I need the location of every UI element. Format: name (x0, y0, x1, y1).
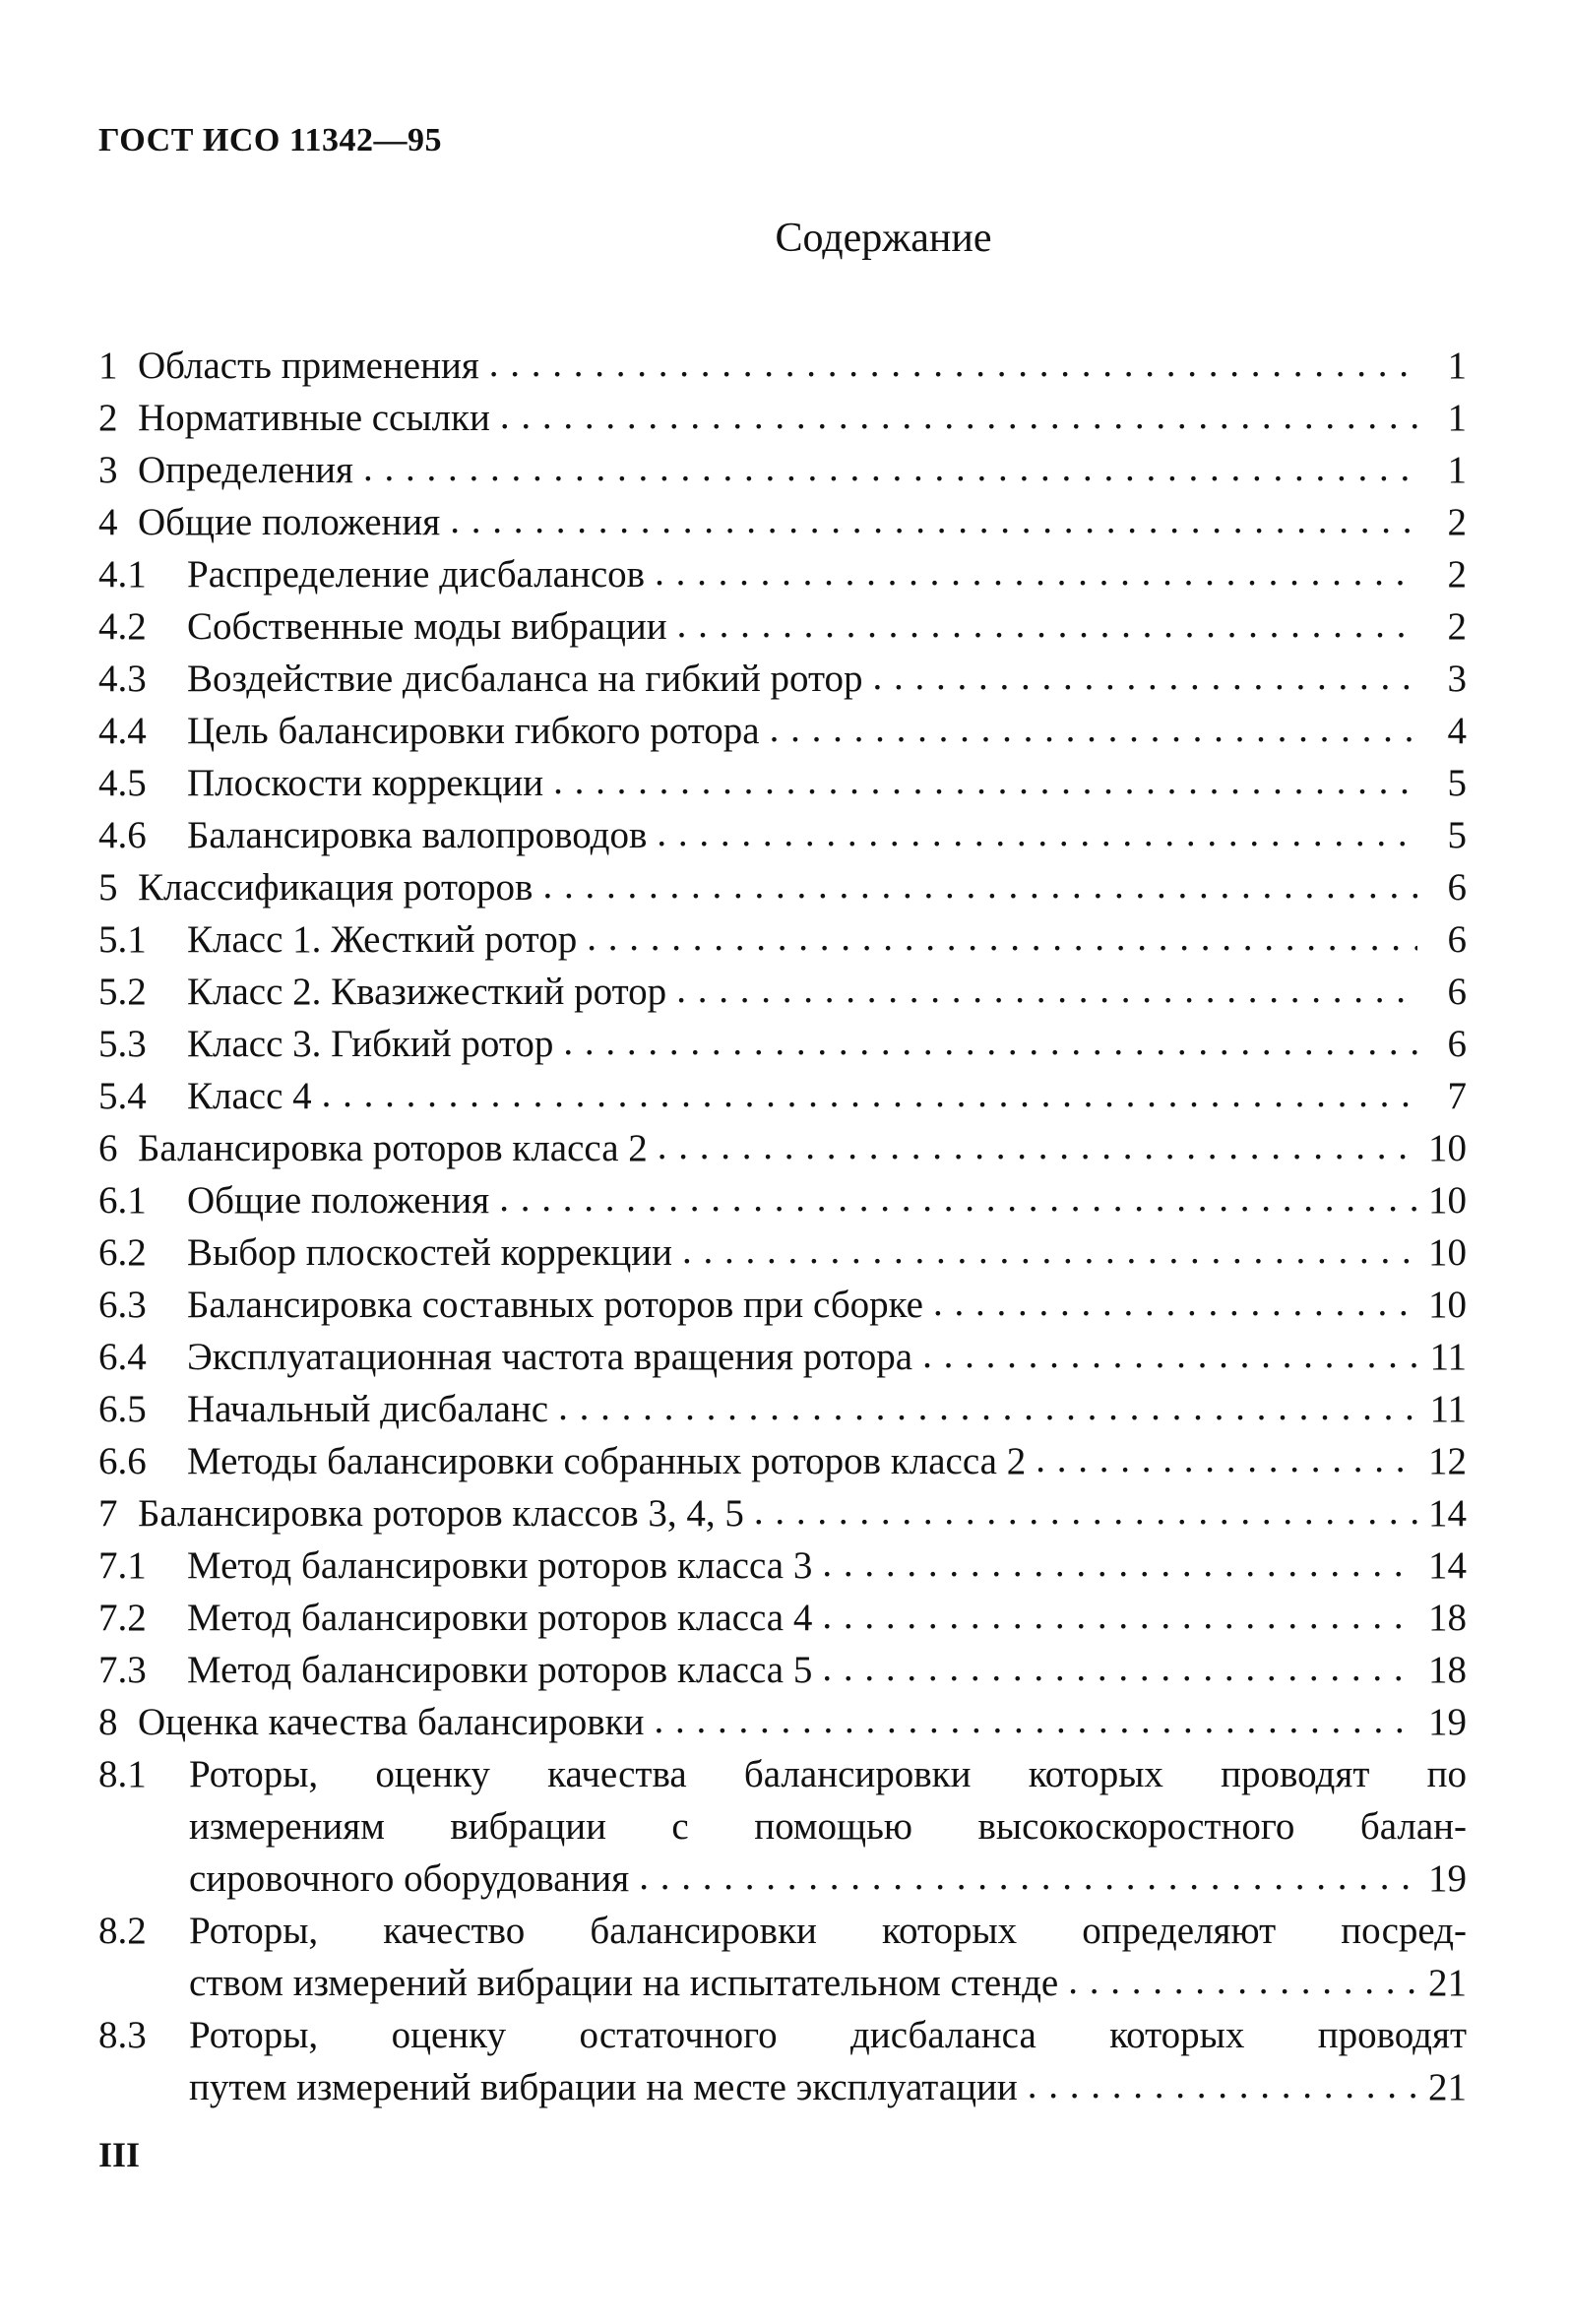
toc-entry-continuation (98, 2061, 1467, 2113)
toc-entry-page: 10 (1428, 1179, 1467, 1222)
toc-entry-number: 4.4 (98, 710, 147, 752)
toc-entry[interactable] (98, 1696, 1467, 1748)
toc-dot-leader (677, 598, 1417, 651)
toc-entry-page: 19 (1428, 1701, 1467, 1743)
toc-entry[interactable] (98, 1279, 1467, 1331)
toc-entry-title: Воздействие дисбаланса на гибкий ротор (187, 658, 863, 700)
page-title: Содержание (775, 216, 992, 261)
toc-entry[interactable] (98, 705, 1467, 757)
toc-dot-leader (822, 1642, 1417, 1694)
toc-entry-page: 2 (1447, 553, 1467, 596)
toc-entry-body (187, 966, 1467, 1018)
toc-entry-number: 4.3 (98, 658, 147, 700)
toc-entry-body (138, 444, 1467, 496)
toc-entry-title: Балансировка составных роторов при сборке (187, 1284, 923, 1326)
toc-dot-leader (450, 494, 1417, 546)
toc-entry-body (187, 1018, 1467, 1070)
toc-dot-leader (682, 1225, 1417, 1277)
toc-dot-leader (822, 1590, 1417, 1642)
toc-entry-page: 18 (1428, 1597, 1467, 1639)
toc-entry-body (187, 1539, 1467, 1592)
toc-entry-body (189, 1853, 1467, 1905)
toc-entry-title: Собственные моды вибрации (187, 605, 667, 648)
toc-entry-title: Балансировка роторов классов 3, 4, 5 (138, 1492, 744, 1535)
toc-entry-number: 7.3 (98, 1649, 147, 1691)
toc-dot-leader (657, 807, 1417, 859)
toc-dot-leader (363, 442, 1417, 494)
toc-entry-body (189, 1748, 1467, 1800)
toc-dot-leader (658, 1120, 1417, 1172)
toc-dot-leader (639, 1851, 1417, 1903)
toc-entry-body (138, 392, 1467, 444)
toc-entry-page: 1 (1447, 345, 1467, 387)
toc-entry-title: Метод балансировки роторов класса 5 (187, 1649, 813, 1691)
toc-entry-page: 1 (1447, 449, 1467, 491)
toc-entry[interactable] (98, 1905, 1467, 1957)
toc-entry-page: 1 (1447, 397, 1467, 439)
toc-entry-title-line: измерениям вибрации с помощью высокоскоростного балан- (189, 1805, 1467, 1848)
toc-entry-page: 19 (1428, 1857, 1467, 1900)
toc-entry-title: Балансировка роторов класса 2 (138, 1127, 648, 1169)
toc-entry-page: 2 (1447, 605, 1467, 648)
toc-entry[interactable] (98, 496, 1467, 548)
toc-entry[interactable] (98, 2009, 1467, 2061)
toc-entry-title: Цель балансировки гибкого ротора (187, 710, 760, 752)
toc-entry-title: Класс 3. Гибкий ротор (187, 1023, 554, 1065)
toc-dot-leader (1036, 1433, 1417, 1485)
toc-entry-number: 5.3 (98, 1023, 147, 1065)
toc-entry-number: 6.1 (98, 1179, 147, 1222)
toc-entry-page: 3 (1447, 658, 1467, 700)
toc-entry[interactable] (98, 653, 1467, 705)
toc-entry-body (187, 1279, 1467, 1331)
toc-entry-number: 4.6 (98, 814, 147, 856)
toc-dot-leader (1028, 2059, 1417, 2111)
toc-entry[interactable] (98, 1748, 1467, 1800)
toc-dot-leader (563, 1016, 1417, 1068)
toc-dot-leader (754, 1485, 1417, 1538)
toc-entry-body (138, 496, 1467, 548)
toc-entry-title-line: Роторы, качество балансировки которых определяют посред- (189, 1910, 1467, 1952)
toc-entry-number: 8.1 (98, 1753, 147, 1795)
toc-entry-number: 3 (98, 449, 118, 491)
toc-entry-title: Класс 1. Жесткий ротор (187, 918, 578, 961)
toc-entry-number: 5.1 (98, 918, 147, 961)
toc-entry-title: Эксплуатационная частота вращения ротора (187, 1336, 913, 1378)
toc-entry[interactable] (98, 809, 1467, 861)
toc-entry-body (189, 1957, 1467, 2009)
toc-entry-number: 5 (98, 866, 118, 909)
toc-entry-body (189, 1905, 1467, 1957)
toc-dot-leader (587, 911, 1417, 964)
toc-dot-leader (489, 338, 1417, 390)
toc-entry-body (187, 809, 1467, 861)
toc-entry-body (189, 2009, 1467, 2061)
toc-entry-page: 21 (1428, 2066, 1467, 2108)
toc-entry-title: Методы балансировки собранных роторов класса 2 (187, 1440, 1027, 1482)
toc-entry-page: 10 (1428, 1231, 1467, 1274)
toc-entry-page: 21 (1428, 1962, 1467, 2004)
toc-dot-leader (542, 859, 1417, 911)
toc-entry[interactable] (98, 966, 1467, 1018)
toc-entry[interactable] (98, 392, 1467, 444)
toc-entry-title-line: Роторы, оценку качества балансировки которых проводят по (189, 1753, 1467, 1795)
toc-entry-page: 10 (1428, 1127, 1467, 1169)
toc-entry-title-line: путем измерений вибрации на месте эксплуатации (189, 2066, 1018, 2108)
toc-entry-number: 6.5 (98, 1388, 147, 1430)
table-of-contents (98, 340, 1467, 2113)
toc-entry[interactable] (98, 1018, 1467, 1070)
toc-entry-number: 8 (98, 1701, 118, 1743)
toc-entry-title: Выбор плоскостей коррекции (187, 1231, 672, 1274)
toc-dot-leader (553, 755, 1417, 807)
toc-entry-number: 6.2 (98, 1231, 147, 1274)
toc-entry-page: 6 (1447, 1023, 1467, 1065)
toc-dot-leader (873, 651, 1417, 703)
toc-entry-body (187, 600, 1467, 653)
toc-entry-body (187, 913, 1467, 966)
page-number-footer: III (98, 2135, 141, 2174)
toc-entry-title: Нормативные ссылки (138, 397, 490, 439)
toc-dot-leader (655, 546, 1417, 598)
toc-dot-leader (922, 1329, 1417, 1381)
toc-entry[interactable] (98, 444, 1467, 496)
toc-entry-title: Класс 4 (187, 1075, 312, 1117)
toc-entry-body (187, 1174, 1467, 1226)
toc-entry-page: 5 (1447, 762, 1467, 804)
toc-entry-title: Общие положения (187, 1179, 490, 1222)
toc-entry-continuation (98, 1853, 1467, 1905)
toc-entry[interactable] (98, 1644, 1467, 1696)
toc-entry-title-line: Роторы, оценку остаточного дисбаланса которых проводят (189, 2014, 1467, 2056)
toc-entry-body (187, 1331, 1467, 1383)
toc-entry[interactable] (98, 1226, 1467, 1279)
toc-entry-title: Плоскости коррекции (187, 762, 544, 804)
toc-entry-number: 4.5 (98, 762, 147, 804)
toc-entry-body (187, 757, 1467, 809)
toc-entry-page: 12 (1428, 1440, 1467, 1482)
toc-entry-number: 6.3 (98, 1284, 147, 1326)
toc-entry-number: 6 (98, 1127, 118, 1169)
toc-dot-leader (558, 1381, 1417, 1433)
toc-entry-page: 7 (1447, 1075, 1467, 1117)
toc-entry[interactable] (98, 861, 1467, 913)
toc-entry-page: 11 (1429, 1336, 1467, 1378)
toc-entry-page: 6 (1447, 971, 1467, 1013)
toc-entry-body (138, 1122, 1467, 1174)
toc-entry-body (187, 1435, 1467, 1487)
toc-entry-continuation (98, 1957, 1467, 2009)
toc-entry-body (187, 1644, 1467, 1696)
toc-entry-title: Распределение дисбалансов (187, 553, 646, 596)
toc-dot-leader (655, 1694, 1417, 1746)
toc-entry-body (187, 548, 1467, 600)
toc-entry-number: 7 (98, 1492, 118, 1535)
toc-entry-number: 6.6 (98, 1440, 147, 1482)
toc-entry-body (138, 861, 1467, 913)
toc-entry-body (189, 2061, 1467, 2113)
toc-entry[interactable] (98, 1122, 1467, 1174)
toc-entry-page: 14 (1428, 1544, 1467, 1587)
toc-dot-leader (499, 1172, 1417, 1225)
toc-entry-body (138, 340, 1467, 392)
toc-entry-page: 6 (1447, 866, 1467, 909)
toc-entry-number: 1 (98, 345, 118, 387)
toc-entry-body (138, 1696, 1467, 1748)
toc-entry-number: 8.3 (98, 2014, 147, 2056)
toc-entry-page: 5 (1447, 814, 1467, 856)
toc-dot-leader (770, 703, 1417, 755)
toc-entry[interactable] (98, 757, 1467, 809)
toc-entry-number: 8.2 (98, 1910, 147, 1952)
toc-entry-page: 2 (1447, 501, 1467, 543)
toc-entry-number: 4 (98, 501, 118, 543)
toc-entry[interactable] (98, 1435, 1467, 1487)
toc-entry-title-line: ством измерений вибрации на испытательном стенде (189, 1962, 1059, 2004)
toc-entry-number: 2 (98, 397, 118, 439)
toc-entry-title: Начальный дисбаланс (187, 1388, 549, 1430)
toc-entry-number: 4.2 (98, 605, 147, 648)
toc-entry-title: Балансировка валопроводов (187, 814, 648, 856)
toc-entry[interactable] (98, 1331, 1467, 1383)
toc-entry-body (187, 653, 1467, 705)
toc-entry[interactable] (98, 340, 1467, 392)
toc-entry-body (187, 1592, 1467, 1644)
toc-entry[interactable] (98, 913, 1467, 966)
toc-entry-number: 5.4 (98, 1075, 147, 1117)
toc-entry-title: Определения (138, 449, 353, 491)
toc-entry-title: Класс 2. Квазижесткий ротор (187, 971, 667, 1013)
toc-entry-page: 11 (1429, 1388, 1467, 1430)
toc-entry[interactable] (98, 1487, 1467, 1539)
toc-entry-body (187, 1226, 1467, 1279)
document-header: ГОСТ ИСО 11342—95 (98, 122, 442, 158)
toc-entry[interactable] (98, 1070, 1467, 1122)
toc-entry-page: 14 (1428, 1492, 1467, 1535)
toc-entry-title: Классификация роторов (138, 866, 534, 909)
toc-entry-number: 7.2 (98, 1597, 147, 1639)
toc-dot-leader (676, 964, 1417, 1016)
toc-entry-number: 7.1 (98, 1544, 147, 1587)
toc-entry-title: Метод балансировки роторов класса 3 (187, 1544, 813, 1587)
toc-entry-body (138, 1487, 1467, 1539)
toc-entry-number: 4.1 (98, 553, 147, 596)
toc-entry-page: 18 (1428, 1649, 1467, 1691)
toc-entry-body (187, 1070, 1467, 1122)
toc-dot-leader (933, 1277, 1417, 1329)
toc-entry[interactable] (98, 600, 1467, 653)
toc-entry[interactable] (98, 1383, 1467, 1435)
toc-entry[interactable] (98, 1174, 1467, 1226)
toc-dot-leader (500, 390, 1417, 442)
toc-entry-body (189, 1800, 1467, 1853)
toc-dot-leader (322, 1068, 1417, 1120)
toc-entry-title: Оценка качества балансировки (138, 1701, 645, 1743)
toc-entry-title-line: сировочного оборудования (189, 1857, 630, 1900)
toc-entry[interactable] (98, 1539, 1467, 1592)
toc-entry-body (187, 705, 1467, 757)
toc-entry-body (187, 1383, 1467, 1435)
toc-dot-leader (1068, 1955, 1417, 2007)
toc-entry-number: 6.4 (98, 1336, 147, 1378)
toc-entry-title: Общие положения (138, 501, 441, 543)
toc-entry-page: 4 (1447, 710, 1467, 752)
toc-entry-title: Метод балансировки роторов класса 4 (187, 1597, 813, 1639)
toc-entry-number: 5.2 (98, 971, 147, 1013)
toc-entry[interactable] (98, 1592, 1467, 1644)
toc-entry[interactable] (98, 548, 1467, 600)
toc-entry-page: 10 (1428, 1284, 1467, 1326)
toc-dot-leader (822, 1538, 1417, 1590)
toc-entry-continuation (98, 1800, 1467, 1853)
toc-entry-page: 6 (1447, 918, 1467, 961)
toc-entry-title: Область применения (138, 345, 479, 387)
